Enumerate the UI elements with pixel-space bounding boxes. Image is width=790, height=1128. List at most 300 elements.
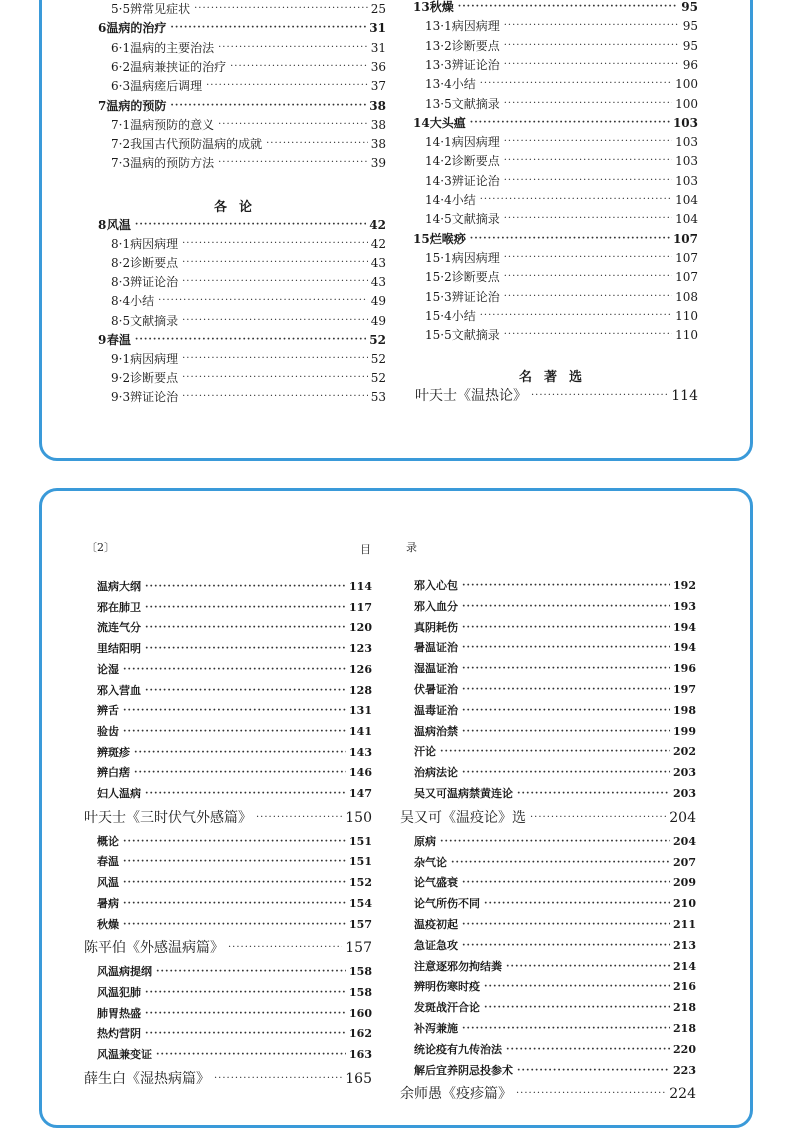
dot-leader <box>462 640 670 656</box>
entry-page: 193 <box>673 599 696 613</box>
entry-number: 6·1 <box>111 40 131 55</box>
toc-work-entry <box>400 810 696 826</box>
entry-title: 统论疫有九传治法 <box>414 1042 502 1056</box>
dot-leader <box>182 236 368 252</box>
entry-page: 210 <box>673 897 696 911</box>
entry-title: 急证急攻 <box>414 938 458 952</box>
entry-page: 95 <box>682 38 698 53</box>
entry-title: 汗论 <box>414 745 436 759</box>
dot-leader <box>462 703 670 719</box>
entry-page: 49 <box>370 294 386 309</box>
dot-leader <box>230 59 368 75</box>
toc-topic-entry <box>414 959 696 975</box>
toc-subsection-entry <box>425 134 698 150</box>
entry-number: 13·5 <box>425 96 452 111</box>
entry-title: 大头瘟 <box>429 115 466 130</box>
dot-leader <box>462 938 670 954</box>
entry-title: 邪在肺卫 <box>97 600 141 614</box>
entry-page: 146 <box>349 766 372 780</box>
entry-page: 52 <box>370 370 386 385</box>
toc-topic-entry <box>414 661 696 677</box>
toc-subsection-entry <box>111 293 386 309</box>
toc-topic-entry <box>414 1000 696 1016</box>
entry-title: 温病的主要治法 <box>130 40 215 55</box>
dot-leader <box>145 786 346 802</box>
entry-page: 204 <box>673 834 696 848</box>
entry-title: 热灼营阴 <box>97 1027 141 1041</box>
toc-subsection-entry <box>425 327 698 343</box>
toc-page-top-card <box>39 0 753 461</box>
dot-leader <box>504 211 672 227</box>
toc-topic-entry <box>414 896 696 912</box>
toc-subsection-entry <box>425 18 698 34</box>
dot-leader <box>135 217 366 233</box>
dot-leader <box>530 810 666 826</box>
entry-number: 9 <box>98 332 107 347</box>
entry-title: 伏暑证治 <box>414 683 458 696</box>
toc-topic-entry <box>414 917 696 933</box>
entry-title: 我国古代预防温病的成就 <box>130 137 263 152</box>
entry-number: 13·3 <box>425 57 452 72</box>
entry-page: 218 <box>673 1001 696 1015</box>
entry-title: 温病瘥后调理 <box>130 79 203 94</box>
entry-title: 叶天士《温热论》 <box>415 388 527 404</box>
entry-number: 14·4 <box>425 193 452 207</box>
entry-number: 13·2 <box>425 38 452 53</box>
entry-title: 辨舌 <box>97 704 119 718</box>
entry-title: 里结阳明 <box>97 642 141 656</box>
dot-leader <box>517 1063 670 1079</box>
dot-leader <box>440 834 670 850</box>
entry-title: 暑病 <box>97 896 119 910</box>
entry-title: 温病大纲 <box>97 580 141 593</box>
entry-title: 辨证论治 <box>451 57 500 72</box>
entry-title: 温病的预防方法 <box>130 156 215 171</box>
page-number-label: 〔2〕 <box>86 541 115 554</box>
toc-subsection-entry <box>111 155 386 171</box>
dot-leader <box>256 810 342 826</box>
toc-topic-entry <box>414 786 696 802</box>
entry-title: 温疫初起 <box>414 918 458 931</box>
entry-number: 13 <box>413 0 430 14</box>
toc-subsection-entry <box>425 173 698 189</box>
dot-leader <box>484 896 670 912</box>
entry-page: 114 <box>349 580 372 593</box>
toc-topic-entry <box>97 641 372 657</box>
entry-number: 9·1 <box>111 351 131 366</box>
toc-subsection-entry <box>425 76 698 92</box>
entry-page: 42 <box>370 237 386 252</box>
entry-page: 95 <box>682 19 698 34</box>
entry-page: 103 <box>675 173 698 188</box>
entry-title: 余师愚《疫疹篇》 <box>400 1086 512 1103</box>
entry-title: 风温病提纲 <box>97 965 152 979</box>
entry-number: 15·2 <box>425 270 452 285</box>
toc-subsection-entry <box>111 389 386 405</box>
toc-topic-entry <box>414 744 696 760</box>
dot-leader <box>214 1071 342 1087</box>
entry-number: 15·1 <box>425 250 452 265</box>
toc-subsection-entry <box>111 274 386 290</box>
entry-number: 13·4 <box>425 77 452 92</box>
entry-page: 216 <box>673 980 696 994</box>
entry-title: 薛生白《湿热病篇》 <box>84 1070 210 1087</box>
entry-page: 25 <box>370 2 386 16</box>
entry-title: 风温 <box>106 218 131 232</box>
entry-page: 214 <box>673 959 696 973</box>
entry-number: 8·2 <box>111 256 131 271</box>
entry-title: 真阴耗伤 <box>414 620 458 634</box>
toc-work-entry <box>84 1071 372 1087</box>
entry-page: 157 <box>349 917 372 931</box>
dot-leader <box>134 765 346 781</box>
entry-title: 邪入血分 <box>414 599 458 613</box>
entry-number: 15·5 <box>425 328 452 343</box>
entry-number: 14·1 <box>425 135 452 150</box>
toc-topic-entry <box>97 765 372 781</box>
toc-topic-entry <box>414 599 696 615</box>
entry-title: 流连气分 <box>97 621 141 635</box>
entry-page: 220 <box>673 1042 696 1056</box>
dot-leader <box>504 289 672 305</box>
entry-title: 春温 <box>97 855 119 869</box>
dot-leader <box>458 0 679 15</box>
entry-page: 162 <box>349 1027 372 1041</box>
dot-leader <box>145 620 346 636</box>
running-head-char-2: 录 <box>406 541 417 554</box>
entry-page: 100 <box>675 96 698 111</box>
dot-leader <box>123 662 346 678</box>
toc-page-bottom-card <box>39 488 753 1128</box>
entry-title: 小结 <box>130 294 155 309</box>
entry-page: 43 <box>370 275 386 290</box>
toc-chapter-entry <box>98 98 386 114</box>
entry-title: 诊断要点 <box>451 38 500 53</box>
entry-title: 原病 <box>414 834 436 848</box>
entry-page: 104 <box>675 193 698 207</box>
toc-subsection-entry <box>425 57 698 73</box>
entry-page: 110 <box>675 328 698 343</box>
entry-title: 病因病理 <box>130 237 179 252</box>
dot-leader <box>504 18 680 34</box>
entry-page: 160 <box>349 1006 372 1020</box>
entry-page: 163 <box>349 1048 372 1061</box>
entry-page: 126 <box>349 662 372 676</box>
entry-title: 病因病理 <box>451 250 500 265</box>
entry-page: 38 <box>370 117 386 132</box>
entry-title: 验齿 <box>97 724 119 738</box>
toc-topic-entry <box>414 875 696 891</box>
dot-leader <box>135 332 366 348</box>
dot-leader <box>123 834 346 850</box>
toc-topic-entry <box>97 683 372 699</box>
dot-leader <box>504 134 672 150</box>
toc-topic-entry <box>414 682 696 698</box>
dot-leader <box>182 389 368 405</box>
entry-title: 概论 <box>97 834 119 848</box>
toc-topic-entry <box>414 1021 696 1037</box>
entry-title: 肺胃热盛 <box>97 1006 141 1020</box>
toc-topic-entry <box>97 964 372 980</box>
entry-page: 203 <box>673 787 696 800</box>
dot-leader <box>484 1000 670 1016</box>
entry-number: 8·5 <box>111 313 131 328</box>
toc-subsection-entry <box>111 351 386 367</box>
dot-leader <box>145 683 346 699</box>
dot-leader <box>484 979 670 995</box>
toc-topic-entry <box>97 875 372 891</box>
entry-page: 95 <box>681 0 698 14</box>
toc-subsection-entry <box>111 40 386 56</box>
entry-page: 165 <box>345 1070 372 1087</box>
toc-topic-entry <box>414 1042 696 1058</box>
entry-page: 151 <box>349 834 372 848</box>
dot-leader <box>504 269 672 285</box>
toc-topic-entry <box>414 703 696 719</box>
entry-number: 8 <box>98 218 107 232</box>
entry-title: 小结 <box>451 308 476 323</box>
entry-title: 烂喉痧 <box>429 231 466 246</box>
toc-chapter-entry <box>98 332 386 348</box>
dot-leader <box>462 620 670 636</box>
entry-number: 5·5 <box>111 2 131 16</box>
toc-chapter-entry <box>413 231 698 247</box>
entry-page: 42 <box>369 218 386 232</box>
entry-page: 207 <box>673 855 696 869</box>
entry-page: 141 <box>349 724 372 738</box>
toc-topic-entry <box>97 745 372 761</box>
entry-title: 秋燥 <box>97 917 119 931</box>
entry-page: 197 <box>673 683 696 696</box>
entry-page: 108 <box>675 289 698 304</box>
toc-topic-entry <box>97 1047 372 1063</box>
entry-title: 温病治禁 <box>414 724 458 738</box>
entry-page: 196 <box>673 662 696 676</box>
dot-leader <box>480 308 672 324</box>
entry-title: 辨证论治 <box>130 275 179 290</box>
entry-page: 107 <box>675 250 698 265</box>
entry-page: 128 <box>349 683 372 697</box>
toc-subsection-entry <box>111 313 386 329</box>
dot-leader <box>145 579 346 595</box>
entry-page: 202 <box>673 745 696 759</box>
dot-leader <box>504 250 672 266</box>
entry-number: 8·4 <box>111 294 131 309</box>
toc-subsection-entry <box>111 136 386 152</box>
toc-subsection-entry <box>425 96 698 112</box>
running-head-char-1: 目 <box>360 543 371 556</box>
entry-page: 100 <box>675 77 698 92</box>
entry-page: 107 <box>672 231 698 246</box>
dot-leader <box>123 917 346 933</box>
toc-subsection-entry <box>425 153 698 169</box>
dot-leader <box>440 744 670 760</box>
toc-subsection-entry <box>111 117 386 133</box>
dot-leader <box>170 20 366 36</box>
entry-page: 150 <box>345 809 372 826</box>
entry-page: 147 <box>349 787 372 800</box>
entry-number: 7 <box>98 98 107 113</box>
dot-leader <box>504 327 672 343</box>
dot-leader <box>182 255 368 271</box>
entry-title: 论气所伤不同 <box>414 897 480 911</box>
dot-leader <box>156 1047 346 1063</box>
entry-number: 15·4 <box>425 308 452 323</box>
dot-leader <box>480 76 672 92</box>
entry-title: 小结 <box>451 77 476 92</box>
dot-leader <box>451 855 670 871</box>
entry-title: 解后宜养阴忌投参术 <box>414 1063 513 1077</box>
toc-topic-entry <box>414 979 696 995</box>
toc-subsection-entry <box>111 236 386 252</box>
entry-page: 224 <box>669 1086 696 1103</box>
entry-title: 邪入心包 <box>414 579 458 592</box>
dot-leader <box>182 313 368 329</box>
entry-title: 温病的预防 <box>106 98 167 113</box>
entry-page: 114 <box>671 388 698 404</box>
entry-page: 158 <box>349 985 372 999</box>
toc-topic-entry <box>414 938 696 954</box>
entry-title: 病因病理 <box>130 351 179 366</box>
dot-leader <box>517 786 670 802</box>
dot-leader <box>531 388 668 404</box>
entry-page: 192 <box>673 579 696 592</box>
entry-title: 论湿 <box>97 662 119 676</box>
toc-work-entry <box>84 810 372 826</box>
entry-page: 31 <box>369 21 386 36</box>
toc-subsection-entry <box>425 308 698 324</box>
entry-page: 209 <box>673 876 696 890</box>
dot-leader <box>504 96 672 112</box>
dot-leader <box>158 293 368 309</box>
entry-number: 15 <box>413 231 430 246</box>
dot-leader <box>504 38 680 54</box>
entry-title: 风温 <box>97 876 119 890</box>
toc-topic-entry <box>414 640 696 656</box>
toc-subsection-entry <box>425 38 698 54</box>
toc-subsection-entry <box>111 78 386 94</box>
entry-number: 15·3 <box>425 289 452 304</box>
dot-leader <box>182 370 368 386</box>
dot-leader <box>462 724 670 740</box>
dot-leader <box>145 600 346 616</box>
entry-page: 123 <box>349 642 372 656</box>
entry-title: 辨证论治 <box>130 389 179 404</box>
toc-chapter-entry <box>413 115 698 131</box>
entry-page: 198 <box>673 703 696 717</box>
toc-chapter-entry <box>413 0 698 15</box>
entry-page: 194 <box>673 620 696 634</box>
dot-leader <box>134 745 346 761</box>
toc-work-entry <box>84 940 372 956</box>
entry-page: 31 <box>370 40 386 55</box>
section-heading-gelun: 各论 <box>214 200 265 215</box>
entry-title: 邪入营血 <box>97 683 141 697</box>
section-heading-mingzhuxuan: 名著选 <box>519 370 595 385</box>
dot-leader <box>145 1026 346 1042</box>
toc-subsection-entry <box>425 269 698 285</box>
entry-title: 杂气论 <box>414 855 447 869</box>
entry-page: 154 <box>349 896 372 910</box>
entry-title: 陈平伯《外感温病篇》 <box>84 940 224 957</box>
entry-page: 104 <box>675 212 698 227</box>
dot-leader <box>228 940 342 956</box>
entry-title: 辨斑疹 <box>97 745 130 759</box>
entry-title: 温病兼挟证的治疗 <box>130 59 227 74</box>
entry-title: 暑温证治 <box>414 641 458 655</box>
entry-page: 38 <box>369 98 386 113</box>
entry-page: 143 <box>349 745 372 759</box>
toc-topic-entry <box>414 724 696 740</box>
dot-leader <box>218 40 368 56</box>
dot-leader <box>506 1042 670 1058</box>
entry-page: 199 <box>673 724 696 738</box>
entry-number: 7·1 <box>111 117 131 132</box>
entry-page: 151 <box>349 855 372 869</box>
entry-number: 14 <box>413 115 430 130</box>
entry-page: 158 <box>349 965 372 979</box>
toc-topic-entry <box>97 724 372 740</box>
dot-leader <box>462 682 670 698</box>
toc-subsection-entry <box>111 370 386 386</box>
toc-subsection-entry <box>111 1 386 17</box>
entry-number: 8·3 <box>111 275 131 290</box>
entry-title: 文献摘录 <box>451 212 500 227</box>
toc-topic-entry <box>97 854 372 870</box>
entry-title: 小结 <box>451 193 476 207</box>
entry-title: 诊断要点 <box>130 370 179 385</box>
dot-leader <box>123 875 346 891</box>
entry-number: 9·3 <box>111 389 131 404</box>
entry-number: 7·3 <box>111 156 131 171</box>
toc-topic-entry <box>97 600 372 616</box>
toc-chapter-entry <box>98 217 386 233</box>
toc-topic-entry <box>97 579 372 595</box>
entry-number: 6·3 <box>111 79 131 94</box>
entry-title: 治病法论 <box>414 766 458 780</box>
entry-page: 38 <box>370 137 386 152</box>
dot-leader <box>194 1 368 17</box>
entry-title: 论气盛衰 <box>414 876 458 890</box>
entry-title: 辨证论治 <box>451 173 500 188</box>
entry-page: 203 <box>673 766 696 780</box>
entry-page: 49 <box>370 313 386 328</box>
dot-leader <box>206 78 368 94</box>
entry-page: 53 <box>370 389 386 404</box>
toc-topic-entry <box>97 786 372 802</box>
entry-page: 117 <box>349 600 372 614</box>
toc-entry-ye-tianshi-wenrelun <box>415 388 698 404</box>
dot-leader <box>123 703 346 719</box>
toc-subsection-entry <box>111 59 386 75</box>
toc-chapter-entry <box>98 20 386 36</box>
entry-title: 湿温证治 <box>414 662 458 676</box>
entry-page: 152 <box>349 876 372 890</box>
dot-leader <box>462 875 670 891</box>
dot-leader <box>123 896 346 912</box>
entry-page: 213 <box>673 938 696 952</box>
entry-number: 14·5 <box>425 212 452 227</box>
entry-page: 211 <box>673 918 696 931</box>
dot-leader <box>462 765 670 781</box>
entry-page: 223 <box>673 1063 696 1077</box>
dot-leader <box>462 661 670 677</box>
dot-leader <box>266 136 368 152</box>
toc-subsection-entry <box>425 192 698 208</box>
dot-leader <box>156 964 346 980</box>
dot-leader <box>462 1021 670 1037</box>
entry-page: 120 <box>349 621 372 635</box>
